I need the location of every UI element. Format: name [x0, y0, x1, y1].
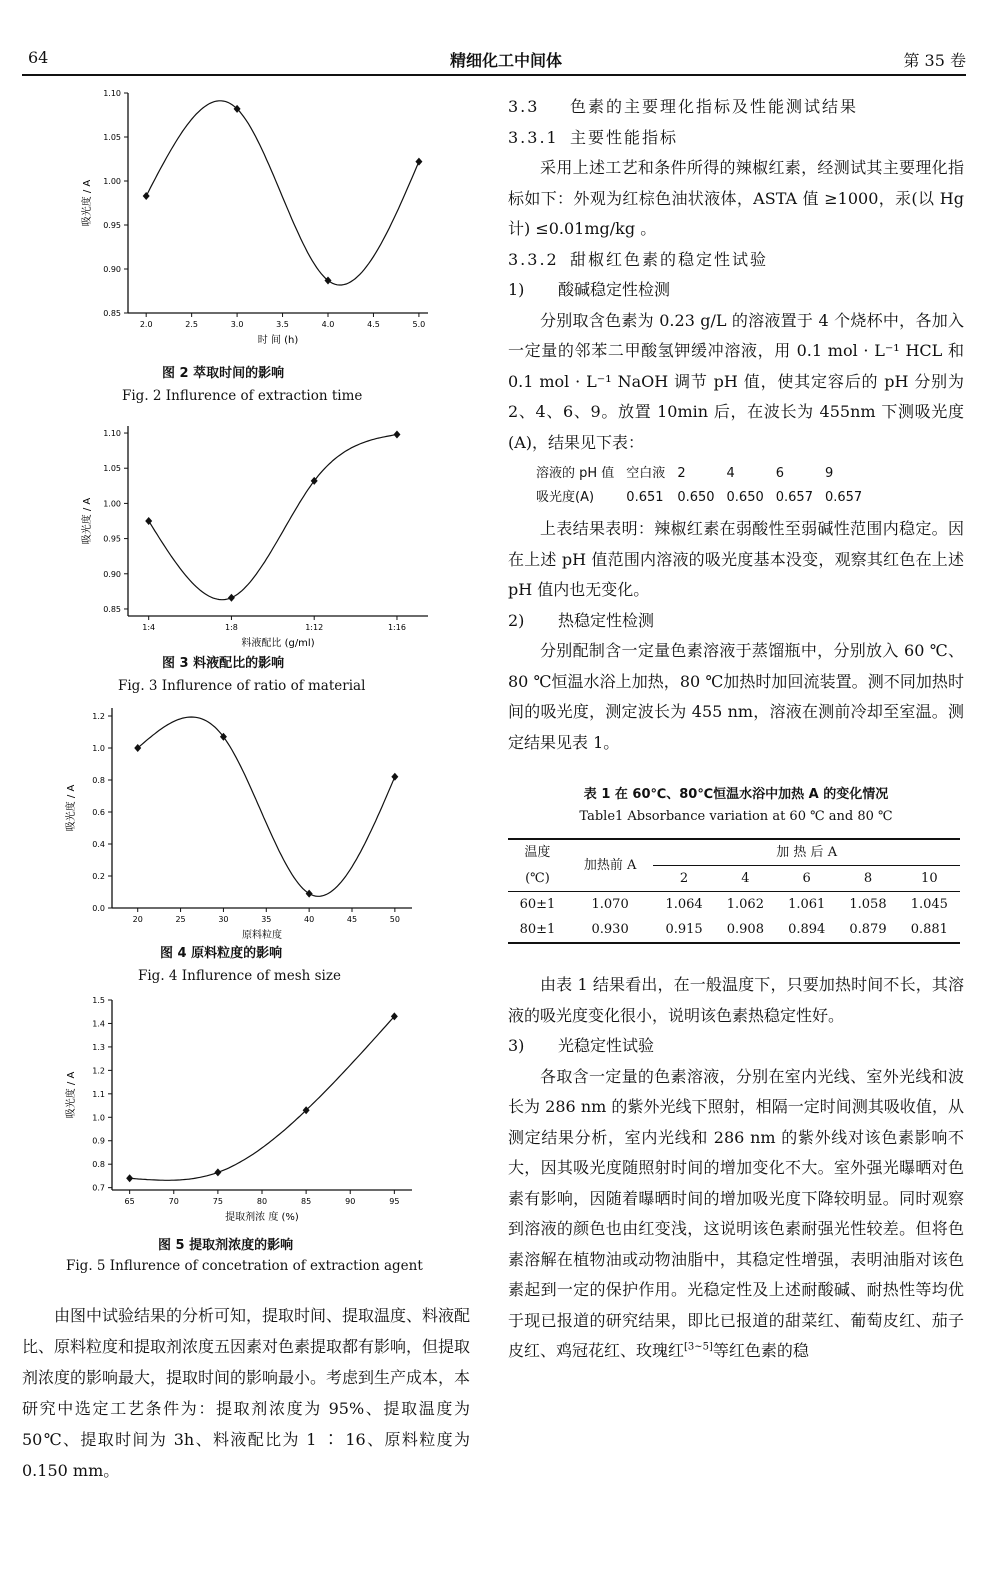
subsection-1-heading	[508, 275, 964, 306]
table-cell: 80±1	[508, 917, 567, 943]
x-tick-label: 5.0	[412, 320, 426, 329]
series-line	[138, 717, 395, 896]
x-tick-label: 50	[389, 915, 400, 924]
journal-title: 精细化工中间体	[450, 51, 563, 70]
section-3-3-2-heading	[508, 245, 964, 276]
y-tick-label: 1.10	[103, 89, 121, 98]
y-tick-label: 1.10	[103, 429, 121, 439]
x-tick-label: 1:16	[387, 623, 406, 632]
table-cell: 4	[726, 466, 735, 481]
figure-5-caption-en: Fig. 5 Influrence of concetration of extraction agent	[66, 1258, 423, 1274]
series-line	[149, 434, 397, 599]
table-cell: 0.908	[715, 917, 776, 943]
subsection-number: 3)	[508, 1036, 525, 1055]
x-axis-label: 时 间 (h)	[257, 335, 299, 346]
header-cell: 加热前 A	[567, 839, 654, 892]
figure-4	[60, 700, 460, 941]
x-tick-label: 1:8	[225, 623, 238, 632]
table-cell: 0.657	[775, 490, 813, 505]
subsection-2-heading	[508, 606, 964, 637]
y-tick-label: 1.0	[92, 744, 105, 753]
table-cell: 1.058	[837, 892, 898, 918]
y-tick-label: 0.8	[92, 1160, 105, 1170]
x-tick-label: 35	[261, 915, 272, 924]
figure-3	[60, 418, 460, 649]
x-tick-label: 4.5	[367, 320, 380, 329]
table-row	[536, 462, 874, 486]
section-3-3-heading	[508, 92, 964, 123]
y-tick-label: 1.05	[103, 133, 121, 142]
subsection-number: 1)	[508, 280, 525, 299]
table-cell: 0.651	[626, 490, 664, 505]
x-tick-label: 95	[389, 1197, 400, 1206]
y-tick-label: 0.85	[103, 309, 121, 318]
figure-5	[60, 992, 460, 1223]
chart-extraction-time	[60, 85, 460, 355]
page-number: 64	[28, 48, 49, 67]
y-tick-label: 1.0	[92, 1113, 105, 1123]
data-point	[214, 1168, 221, 1176]
table-cell: 吸光度(A)	[536, 490, 595, 505]
x-tick-label: 4.0	[321, 320, 335, 329]
figure-2-caption-en: Fig. 2 Influrence of extraction time	[122, 388, 363, 404]
table-row	[536, 486, 874, 510]
data-point	[143, 192, 150, 200]
data-point	[306, 890, 313, 898]
chart-agent-concentration	[60, 992, 460, 1223]
volume-label: 第 35 卷	[903, 51, 966, 70]
x-tick-label: 30	[218, 915, 229, 924]
x-tick-label: 40	[304, 915, 315, 924]
page-header	[22, 44, 966, 76]
figure-2-caption-cn: 图 2 萃取时间的影响	[162, 366, 285, 381]
table-cell: 0.657	[824, 490, 863, 505]
paragraph: 分别取含色素为 0.23 g/L 的溶液置于 4 个烧杯中，各加入一定量的邻苯二甲酸氢钾缓冲溶液，用 0.1 mol · L⁻¹ HCL 和 0.1 mol · L⁻¹ NaOH 调节 pH 值，使其定容后的 pH 分别为 2、4、6、9。放置 10min 后，在波长为 455nm 下测吸光度(A)，结果见下表：	[508, 310, 964, 452]
data-point	[393, 430, 400, 438]
y-tick-label: 0.90	[103, 569, 121, 579]
y-axis-label: 吸光度 / A	[82, 497, 93, 545]
paragraph: 由表 1 结果看出，在一般温度下，只要加热时间不长，其溶液的吸光度变化很小，说明该色素热稳定性好。	[508, 975, 964, 1025]
subsection-title: 热稳定性检测	[558, 610, 655, 630]
table-cell: 2	[677, 466, 686, 481]
header-cell: 6	[802, 871, 811, 886]
table-cell: 溶液的 pH 值	[536, 466, 615, 481]
table-1-caption-cn: 表 1 在 60℃、80℃恒温水浴中加热 A 的变化情况	[583, 787, 889, 802]
table-cell: 1.061	[776, 892, 837, 918]
x-tick-label: 20	[132, 915, 143, 924]
section-title: 主要性能指标	[570, 127, 679, 147]
x-tick-label: 90	[345, 1197, 356, 1206]
subsection-3-heading	[508, 1031, 964, 1062]
header-cell: 温度	[508, 839, 567, 866]
table-row	[508, 892, 960, 918]
x-tick-label: 85	[301, 1197, 312, 1206]
y-tick-label: 1.3	[92, 1042, 105, 1052]
figure-3-caption-cn: 图 3 料液配比的影响	[162, 656, 285, 671]
y-axis-label: 吸光度 / A	[82, 179, 93, 227]
table-cell: 1.062	[715, 892, 776, 918]
y-tick-label: 0.9	[92, 1136, 105, 1146]
y-tick-label: 1.5	[92, 996, 105, 1005]
x-axis-label: 料液配比 (g/ml)	[241, 638, 315, 649]
x-tick-label: 3.5	[276, 320, 289, 329]
x-tick-label: 65	[124, 1197, 135, 1206]
right-column	[508, 92, 964, 1367]
figure-4-caption-en: Fig. 4 Influrence of mesh size	[138, 968, 341, 984]
table-cell: 6	[775, 466, 785, 481]
x-tick-label: 1:12	[305, 623, 324, 632]
y-tick-label: 1.00	[103, 177, 121, 186]
x-tick-label: 3.0	[230, 320, 244, 329]
x-tick-label: 1:4	[142, 623, 156, 632]
y-tick-label: 0.4	[92, 840, 105, 849]
table-1	[508, 838, 960, 944]
table-cell: 空白液	[626, 466, 666, 481]
table-cell: 0.650	[677, 490, 715, 505]
paragraph: 采用上述工艺和条件所得的辣椒红素，经测试其主要理化指标如下：外观为红棕色油状液体，ASTA 值 ≥1000，汞(以 Hg 计) ≤0.01mg/kg 。	[508, 158, 964, 238]
y-tick-label: 0.2	[92, 872, 105, 881]
series-line	[146, 101, 419, 285]
paragraph: 上表结果表明：辣椒红素在弱酸性至弱碱性范围内稳定。因在上述 pH 值范围内溶液的吸光度基本没变，观察其红色在上述 pH 值内也无变化。	[508, 519, 964, 599]
paragraph	[508, 1062, 964, 1367]
paragraph-text: 等红色素的稳	[712, 1341, 809, 1360]
y-tick-label: 1.2	[92, 1066, 105, 1076]
header-cell: 2	[679, 871, 689, 886]
header-cell: (℃)	[525, 870, 550, 886]
table-cell: 0.915	[653, 917, 714, 943]
section-number: 3.3.1	[508, 127, 559, 147]
section-number: 3.3	[508, 97, 540, 116]
header-cell: 10	[921, 871, 938, 886]
y-tick-label: 0.8	[92, 776, 105, 785]
subsection-title: 酸碱稳定性检测	[558, 280, 671, 299]
table-1-caption-en: Table1 Absorbance variation at 60 ℃ and 80 ℃	[579, 809, 893, 824]
table-cell: 0.930	[567, 917, 654, 943]
data-point	[391, 773, 398, 781]
data-point	[126, 1174, 133, 1182]
y-tick-label: 0.6	[92, 808, 105, 817]
figure-4-caption-cn: 图 4 原料粒度的影响	[160, 946, 283, 961]
table-cell: 60±1	[508, 892, 567, 918]
paragraph-text: 各取含一定量的色素溶液，分别在室内光线、室外光线和波长为 286 nm 的紫外光线下照射，相隔一定时间测其吸收值，从测定结果分析，室内光线和 286 nm 的紫外线对该色素影响不大，因其吸光度随照射时间的增加变化不大。室外强光曝晒对色素有影响，因随着曝晒时间的增加吸光度下降较明显。同时观察到溶液的颜色也由红变浅，这说明该色素耐强光性较差。但将色素溶解在植物油或动物油脂中，其稳定性增强，表明油脂对该色素起到一定的保护作用。光稳定性及上述耐酸碱、耐热性等均优于现已报道的研究结果，即比已报道的甜菜红、葡萄皮红、茄子皮红、鸡冠花红、玫瑰红	[508, 1066, 964, 1360]
y-tick-label: 0.95	[103, 221, 121, 230]
y-tick-label: 0.7	[92, 1183, 105, 1193]
figure-5-caption-cn: 图 5 提取剂浓度的影响	[158, 1238, 294, 1253]
ph-absorbance-table	[536, 462, 874, 510]
table-cell: 0.881	[899, 917, 960, 943]
y-tick-label: 0.90	[103, 265, 121, 274]
header-cell: 4	[741, 871, 750, 886]
y-tick-label: 1.05	[103, 464, 121, 474]
y-tick-label: 1.4	[92, 1019, 105, 1029]
y-tick-label: 1.1	[92, 1089, 105, 1099]
section-number: 3.3.2	[508, 249, 559, 269]
subsection-number: 2)	[508, 610, 525, 630]
data-point	[228, 594, 235, 602]
citation: [3~5]	[684, 1341, 713, 1353]
x-tick-label: 70	[168, 1197, 179, 1206]
x-tick-label: 45	[346, 915, 358, 924]
section-title: 甜椒红色素的稳定性试验	[570, 249, 769, 269]
header-cell: 加 热 后 A	[653, 839, 960, 866]
y-tick-label: 0.0	[92, 904, 105, 913]
section-title: 色素的主要理化指标及性能测试结果	[570, 97, 859, 116]
table-cell: 9	[824, 466, 834, 481]
paragraph: 分别配制含一定量色素溶液于蒸馏瓶中，分别放入 60 ℃、80 ℃恒温水浴上加热，80 ℃加热时加回流装置。测不同加热时间的吸光度，测定波长为 455 nm，溶液在测前冷却至室温。测定结果见表 1。	[508, 641, 964, 752]
table-cell: 0.650	[726, 490, 764, 505]
table-cell: 1.064	[653, 892, 714, 918]
table-cell: 1.070	[567, 892, 654, 918]
x-tick-label: 25	[175, 915, 186, 924]
table-cell: 0.894	[776, 917, 837, 943]
series-line	[130, 1016, 395, 1180]
summary-paragraph: 由图中试验结果的分析可知，提取时间、提取温度、料液配比、原料粒度和提取剂浓度五因素对色素提取都有影响，但提取剂浓度的影响最大，提取时间的影响最小。考虑到生产成本，本研究中选定工艺条件为：提取剂浓度为 95%、提取温度为 50℃、提取时间为 3h、料液配比为 1 ∶ 16、原料粒度为 0.150 mm。	[22, 1306, 471, 1480]
data-point	[415, 158, 422, 166]
y-tick-label: 0.95	[103, 534, 121, 544]
y-axis-label: 吸光度 / A	[66, 1071, 77, 1119]
section-3-3-1-heading	[508, 123, 964, 154]
x-tick-label: 2.0	[139, 320, 153, 329]
x-axis-label: 原料粒度	[242, 930, 282, 941]
y-tick-label: 0.85	[103, 604, 121, 614]
subsection-title: 光稳定性试验	[558, 1036, 655, 1055]
table-header-row	[508, 839, 960, 866]
y-axis-label: 吸光度 / A	[66, 784, 77, 832]
table-cell: 1.045	[899, 892, 960, 918]
y-tick-label: 1.00	[103, 499, 121, 509]
x-axis-label: 提取剂浓 度 (%)	[225, 1212, 299, 1223]
chart-material-ratio	[60, 418, 460, 649]
figure-2	[60, 85, 460, 355]
figure-3-caption-en: Fig. 3 Influrence of ratio of material	[118, 678, 366, 694]
x-tick-label: 75	[212, 1197, 223, 1206]
header-cell: 8	[863, 871, 873, 886]
x-tick-label: 80	[256, 1197, 268, 1206]
y-tick-label: 1.2	[92, 712, 105, 721]
chart-mesh-size	[60, 700, 460, 941]
x-tick-label: 2.5	[185, 320, 199, 329]
table-cell: 0.879	[837, 917, 898, 943]
table-row	[508, 917, 960, 943]
left-column-text	[22, 1300, 470, 1486]
